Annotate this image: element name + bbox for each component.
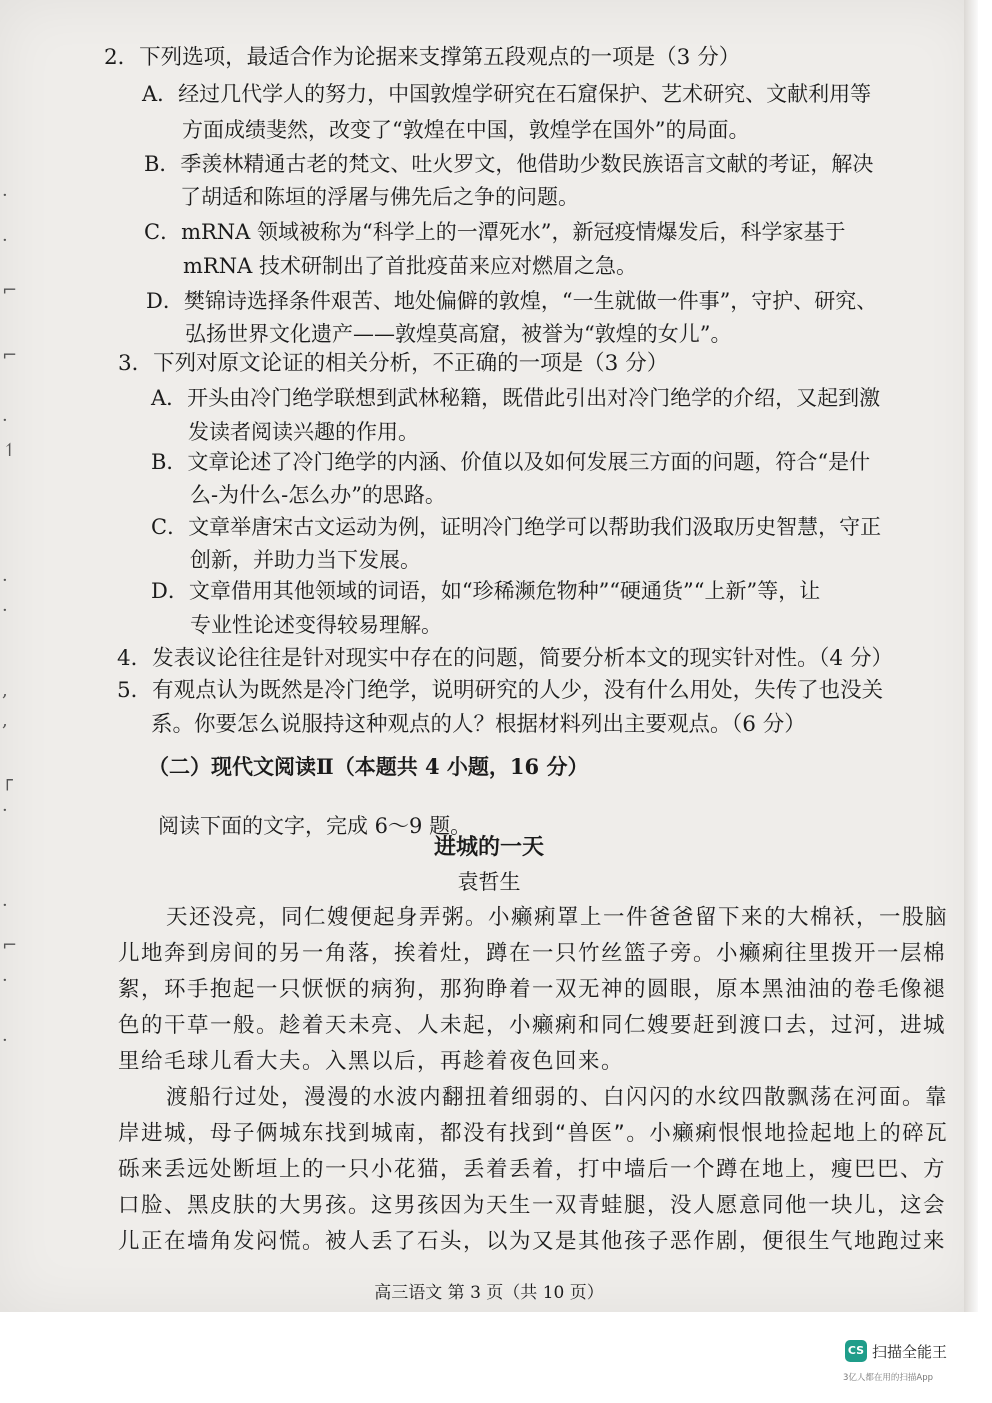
passage-line-4: 色的干草一般。趁着天未亮、人未起，小癞痢和同仁嫂要赶到渡口去，过河，进城 xyxy=(118,1013,947,1038)
passage-line-10: 儿正在墙角发闷慌。被人丢了石头，以为又是其他孩子恶作剧，便很生气地跑过来 xyxy=(118,1229,947,1254)
q3-option-c-line1: C．文章举唐宋古文运动为例，证明冷门绝学可以帮助我们汲取历史智慧，守正 xyxy=(151,515,882,539)
q2-option-c-line1: C．mRNA 领域被称为“科学上的一潭死水”，新冠疫情爆发后，科学家基于 xyxy=(144,220,846,244)
q3-option-b-line1: B．文章论述了冷门绝学的内涵、价值以及如何发展三方面的问题，符合“是什 xyxy=(151,450,871,474)
passage-line-8: 砾来丢远处断垣上的一只小花猫，丢着丢着，打中墙后一个蹲在地上，瘦巴巴、方 xyxy=(118,1157,947,1182)
passage-line-7: 岸进城，母子俩城东找到城南，都没有找到“兽医”。小癞痢恨恨地捡起地上的碎瓦 xyxy=(118,1121,949,1146)
q2-option-b-line1: B．季羡林精通古老的梵文、吐火罗文，他借助少数民族语言文献的考证，解决 xyxy=(144,152,874,176)
watermark-tagline: 3亿人都在用的扫描App xyxy=(843,1373,934,1383)
q3-option-a-line2: 发读者阅读兴趣的作用。 xyxy=(188,420,419,444)
q2-option-d-line1: D．樊锦诗选择条件艰苦、地处偏僻的敦煌，“一生就做一件事”，守护、研究、 xyxy=(146,289,878,313)
passage-line-9: 口脸、黑皮肤的大男孩。这男孩因为天生一双青蛙腿，没人愿意同他一块儿，这会 xyxy=(118,1193,947,1218)
section-heading: （二）现代文阅读Ⅱ（本题共 4 小题，16 分） xyxy=(148,754,589,779)
left-margin-marks: · · ⌐ ⌐ · ↿ · · , , ┌ · · ⌐ · · xyxy=(2,185,18,1051)
passage-line-6: 渡船行过处，漫漫的水波内翻扭着细弱的、白闪闪的水纹四散飘荡在河面。靠 xyxy=(166,1085,949,1110)
q5-line2: 系。你要怎么说服持这种观点的人？根据材料列出主要观点。（6 分） xyxy=(151,712,806,737)
passage-line-1: 天还没亮，同仁嫂便起身弄粥。小癞痢罩上一件爸爸留下来的大棉袄，一股脑 xyxy=(166,905,949,930)
q4-text: 4．发表议论往往是针对现实中存在的问题，简要分析本文的现实针对性。（4 分） xyxy=(117,646,893,671)
q2-stem: 2．下列选项，最适合作为论据来支撑第五段观点的一项是（3 分） xyxy=(104,45,741,70)
passage-line-5: 里给毛球儿看大夫。入黑以后，再趁着夜色回来。 xyxy=(118,1049,625,1074)
scanner-watermark xyxy=(845,1340,985,1390)
q2-option-a-line2: 方面成绩斐然，改变了“敦煌在中国，敦煌学在国外”的局面。 xyxy=(182,118,750,142)
page-edge-shadow xyxy=(964,0,978,1312)
q3-option-c-line2: 创新，并助力当下发展。 xyxy=(190,548,421,572)
q3-option-b-line2: 么-为什么-怎么办”的思路。 xyxy=(190,483,446,507)
q3-option-a-line1: A．开头由冷门绝学联想到武林秘籍，既借此引出对冷门绝学的介绍，又起到激 xyxy=(151,386,881,410)
camscanner-logo-icon: CS xyxy=(845,1340,867,1362)
q2-option-d-line2: 弘扬世界文化遗产——敦煌莫高窟，被誉为“敦煌的女儿”。 xyxy=(185,322,732,346)
page-footer: 高三语文 第 3 页（共 10 页） xyxy=(374,1283,604,1303)
passage-line-2: 儿地奔到房间的另一角落，挨着灶，蹲在一只竹丝篮子旁。小癞痢往里拨开一层棉 xyxy=(118,941,947,966)
q2-option-b-line2: 了胡适和陈垣的浮屠与佛先后之争的问题。 xyxy=(180,185,579,209)
q3-option-d-line2: 专业性论述变得较易理解。 xyxy=(190,613,442,637)
q2-option-a-line1: A．经过几代学人的努力，中国敦煌学研究在石窟保护、艺术研究、文献利用等 xyxy=(142,82,872,106)
q3-option-d-line1: D．文章借用其他领域的词语，如“珍稀濒危物种”“硬通货”“上新”等，让 xyxy=(151,579,821,603)
q3-stem: 3．下列对原文论证的相关分析，不正确的一项是（3 分） xyxy=(118,351,669,376)
reading-instruction: 阅读下面的文字，完成 6～9 题。 xyxy=(158,814,472,838)
q2-option-c-line2: mRNA 技术研制出了首批疫苗来应对燃眉之急。 xyxy=(183,254,637,278)
passage-title: 进城的一天 xyxy=(433,834,544,860)
q5-line1: 5．有观点认为既然是冷门绝学，说明研究的人少，没有什么用处，失传了也没关 xyxy=(117,678,884,703)
passage-line-3: 絮，环手抱起一只恹恹的病狗，那狗睁着一双无神的圆眼，原本黑油油的卷毛像褪 xyxy=(118,977,947,1002)
passage-author: 袁哲生 xyxy=(457,870,521,894)
watermark-app-name: 扫描全能王 xyxy=(872,1343,948,1361)
